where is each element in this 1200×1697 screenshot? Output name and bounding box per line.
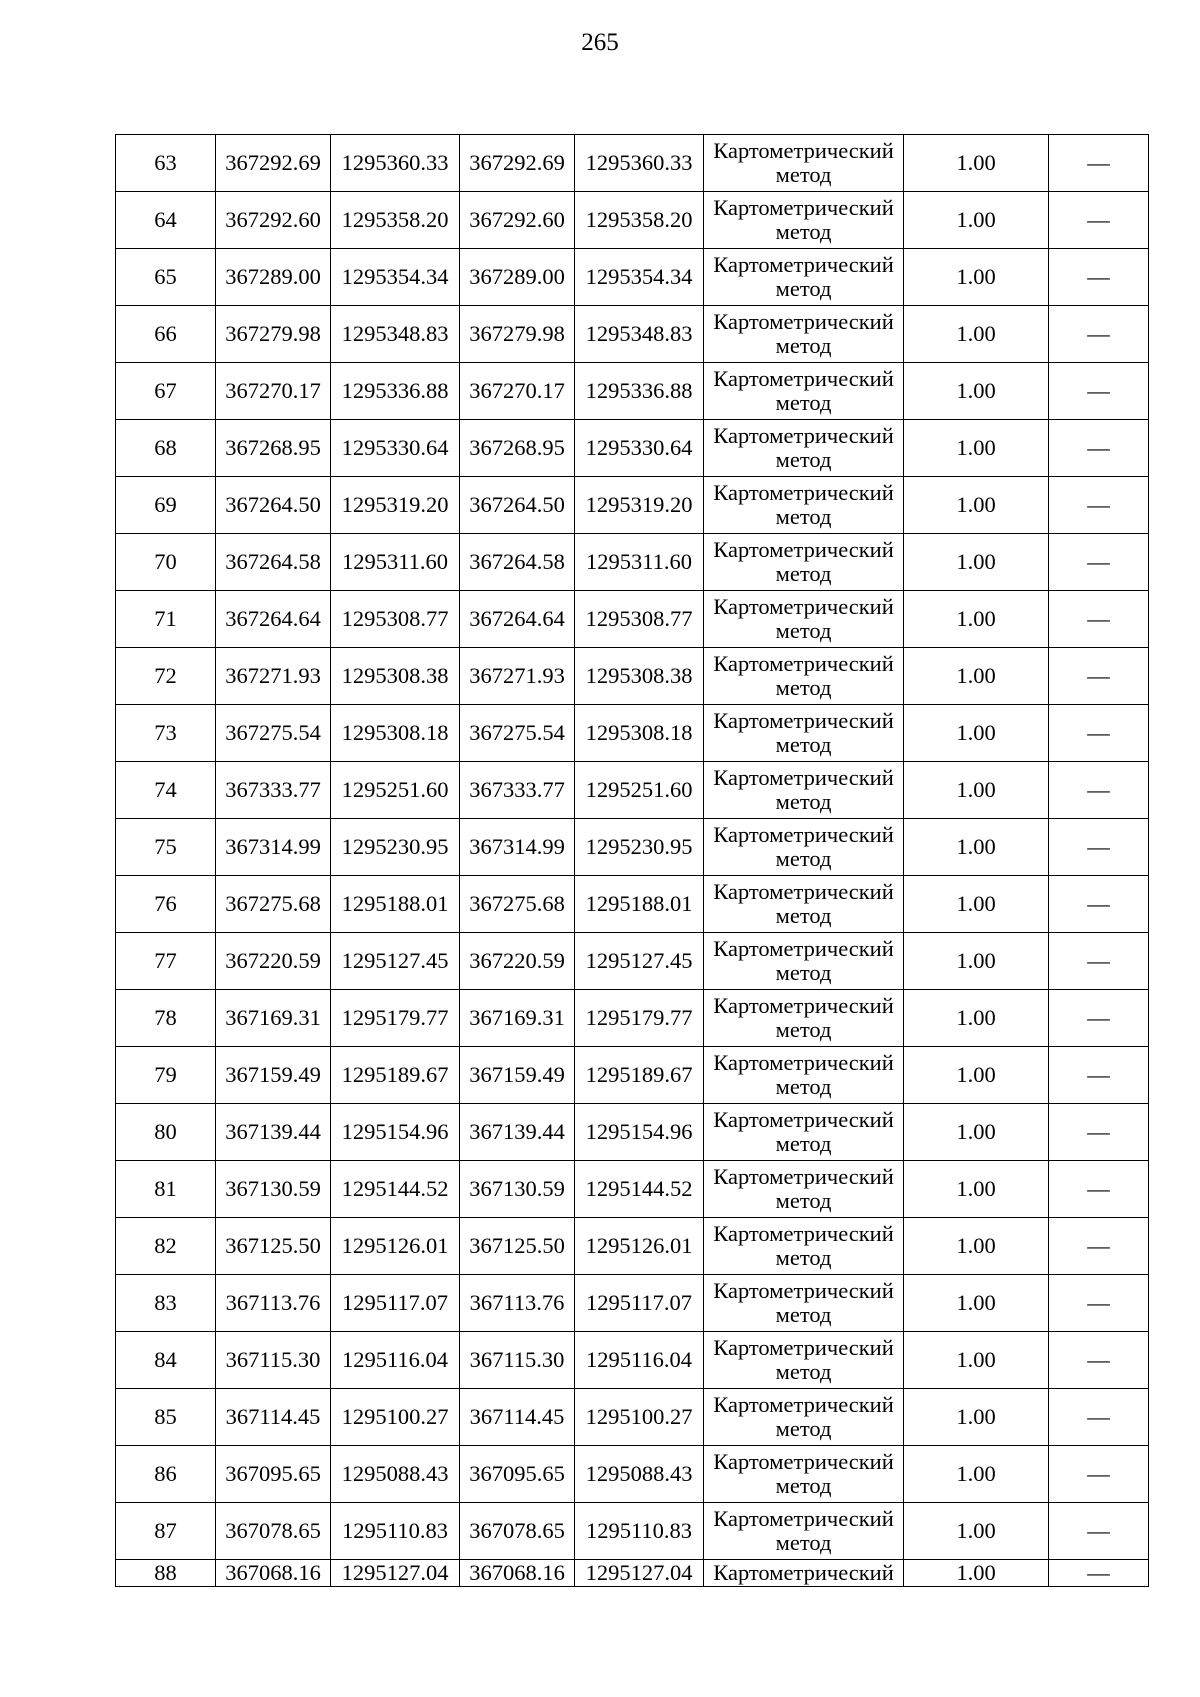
point-number-cell: 73 bbox=[116, 705, 216, 762]
method-line-2: метод bbox=[775, 846, 832, 871]
table-row bbox=[116, 990, 1149, 1047]
point-number-cell: 70 bbox=[116, 534, 216, 591]
y-new-cell: 1295127.45 bbox=[575, 933, 704, 990]
x-new-cell: 367292.60 bbox=[460, 192, 575, 249]
accuracy-cell: 1.00 bbox=[904, 1047, 1049, 1104]
method-cell bbox=[704, 534, 904, 591]
x-existing-cell: 367289.00 bbox=[216, 249, 331, 306]
x-existing-cell: 367268.95 bbox=[216, 420, 331, 477]
y-existing-cell: 1295251.60 bbox=[331, 762, 460, 819]
y-existing-cell: 1295311.60 bbox=[331, 534, 460, 591]
method-line-1: Картометрический bbox=[713, 1506, 894, 1531]
method-line-2: метод bbox=[775, 732, 832, 757]
y-new-cell: 1295251.60 bbox=[575, 762, 704, 819]
accuracy-cell: 1.00 bbox=[904, 1503, 1049, 1560]
point-number-cell: 75 bbox=[116, 819, 216, 876]
method-cell bbox=[704, 477, 904, 534]
table-row bbox=[116, 306, 1149, 363]
point-number-cell: 68 bbox=[116, 420, 216, 477]
y-existing-cell: 1295088.43 bbox=[331, 1446, 460, 1503]
y-new-cell: 1295311.60 bbox=[575, 534, 704, 591]
table-row bbox=[116, 534, 1149, 591]
method-cell bbox=[704, 1218, 904, 1275]
y-new-cell: 1295189.67 bbox=[575, 1047, 704, 1104]
method-line-1: Картометрический bbox=[713, 423, 894, 448]
x-new-cell: 367169.31 bbox=[460, 990, 575, 1047]
y-new-cell: 1295360.33 bbox=[575, 135, 704, 192]
table-row bbox=[116, 876, 1149, 933]
table-row bbox=[116, 1047, 1149, 1104]
accuracy-cell: 1.00 bbox=[904, 363, 1049, 420]
point-number-cell: 86 bbox=[116, 1446, 216, 1503]
point-number-cell: 69 bbox=[116, 477, 216, 534]
method-line-1: Картометрический bbox=[713, 708, 894, 733]
x-existing-cell: 367279.98 bbox=[216, 306, 331, 363]
table-row bbox=[116, 762, 1149, 819]
accuracy-cell: 1.00 bbox=[904, 477, 1049, 534]
method-cell bbox=[704, 192, 904, 249]
method-line-2: метод bbox=[775, 618, 832, 643]
y-existing-cell: 1295354.34 bbox=[331, 249, 460, 306]
y-existing-cell: 1295308.77 bbox=[331, 591, 460, 648]
point-number-cell: 82 bbox=[116, 1218, 216, 1275]
x-existing-cell: 367113.76 bbox=[216, 1275, 331, 1332]
note-cell: — bbox=[1049, 249, 1149, 306]
accuracy-cell: 1.00 bbox=[904, 534, 1049, 591]
accuracy-cell: 1.00 bbox=[904, 933, 1049, 990]
x-existing-cell: 367333.77 bbox=[216, 762, 331, 819]
y-new-cell: 1295348.83 bbox=[575, 306, 704, 363]
x-new-cell: 367095.65 bbox=[460, 1446, 575, 1503]
y-new-cell: 1295354.34 bbox=[575, 249, 704, 306]
accuracy-cell: 1.00 bbox=[904, 1332, 1049, 1389]
y-new-cell: 1295100.27 bbox=[575, 1389, 704, 1446]
method-line-2: метод bbox=[775, 1530, 832, 1555]
y-existing-cell: 1295358.20 bbox=[331, 192, 460, 249]
table-row bbox=[116, 135, 1149, 192]
method-line-2: метод bbox=[775, 1359, 832, 1384]
y-new-cell: 1295330.64 bbox=[575, 420, 704, 477]
note-cell: — bbox=[1049, 933, 1149, 990]
method-line-1: Картометрический bbox=[713, 1107, 894, 1132]
method-line-2: метод bbox=[775, 162, 832, 187]
method-line-1: Картометрический bbox=[713, 1221, 894, 1246]
method-line-1: Картометрический bbox=[713, 138, 894, 163]
y-existing-cell: 1295126.01 bbox=[331, 1218, 460, 1275]
y-existing-cell: 1295127.04 bbox=[331, 1560, 460, 1587]
method-line-2: метод bbox=[775, 675, 832, 700]
x-existing-cell: 367130.59 bbox=[216, 1161, 331, 1218]
table-row bbox=[116, 1218, 1149, 1275]
method-line-1: Картометрический bbox=[713, 822, 894, 847]
point-number-cell: 76 bbox=[116, 876, 216, 933]
accuracy-cell: 1.00 bbox=[904, 249, 1049, 306]
y-new-cell: 1295127.04 bbox=[575, 1560, 704, 1587]
point-number-cell: 80 bbox=[116, 1104, 216, 1161]
x-existing-cell: 367271.93 bbox=[216, 648, 331, 705]
x-new-cell: 367220.59 bbox=[460, 933, 575, 990]
method-line-2: метод bbox=[775, 1245, 832, 1270]
method-line-2: метод bbox=[775, 561, 832, 586]
method-line-1: Картометрический bbox=[713, 651, 894, 676]
method-line-2: метод bbox=[775, 1188, 832, 1213]
method-cell bbox=[704, 135, 904, 192]
method-line-1: Картометрический bbox=[713, 879, 894, 904]
accuracy-cell: 1.00 bbox=[904, 591, 1049, 648]
accuracy-cell: 1.00 bbox=[904, 192, 1049, 249]
method-cell bbox=[704, 1503, 904, 1560]
x-existing-cell: 367078.65 bbox=[216, 1503, 331, 1560]
x-new-cell: 367314.99 bbox=[460, 819, 575, 876]
accuracy-cell: 1.00 bbox=[904, 876, 1049, 933]
x-new-cell: 367114.45 bbox=[460, 1389, 575, 1446]
x-new-cell: 367271.93 bbox=[460, 648, 575, 705]
table-row bbox=[116, 1161, 1149, 1218]
method-line-1: Картометрический bbox=[713, 366, 894, 391]
y-existing-cell: 1295330.64 bbox=[331, 420, 460, 477]
accuracy-cell: 1.00 bbox=[904, 762, 1049, 819]
y-new-cell: 1295117.07 bbox=[575, 1275, 704, 1332]
method-cell bbox=[704, 1047, 904, 1104]
y-new-cell: 1295358.20 bbox=[575, 192, 704, 249]
point-number-cell: 66 bbox=[116, 306, 216, 363]
note-cell: — bbox=[1049, 135, 1149, 192]
note-cell: — bbox=[1049, 1275, 1149, 1332]
note-cell: — bbox=[1049, 1446, 1149, 1503]
note-cell: — bbox=[1049, 1218, 1149, 1275]
page-number: 265 bbox=[581, 29, 619, 56]
x-existing-cell: 367292.69 bbox=[216, 135, 331, 192]
x-existing-cell: 367264.64 bbox=[216, 591, 331, 648]
x-existing-cell: 367169.31 bbox=[216, 990, 331, 1047]
accuracy-cell: 1.00 bbox=[904, 420, 1049, 477]
method-line-1: Картометрический bbox=[713, 1560, 894, 1585]
note-cell: — bbox=[1049, 1389, 1149, 1446]
table-row bbox=[116, 1560, 1149, 1587]
x-new-cell: 367264.58 bbox=[460, 534, 575, 591]
note-cell: — bbox=[1049, 819, 1149, 876]
y-existing-cell: 1295117.07 bbox=[331, 1275, 460, 1332]
method-line-2: метод bbox=[775, 504, 832, 529]
y-existing-cell: 1295348.83 bbox=[331, 306, 460, 363]
table-row bbox=[116, 591, 1149, 648]
point-number-cell: 74 bbox=[116, 762, 216, 819]
method-line-1: Картометрический bbox=[713, 1335, 894, 1360]
method-line-1: Картометрический bbox=[713, 1050, 894, 1075]
x-existing-cell: 367114.45 bbox=[216, 1389, 331, 1446]
accuracy-cell: 1.00 bbox=[904, 1560, 1049, 1587]
x-existing-cell: 367095.65 bbox=[216, 1446, 331, 1503]
table-row bbox=[116, 1332, 1149, 1389]
x-existing-cell: 367125.50 bbox=[216, 1218, 331, 1275]
point-number-cell: 87 bbox=[116, 1503, 216, 1560]
note-cell: — bbox=[1049, 990, 1149, 1047]
method-cell bbox=[704, 1161, 904, 1218]
y-new-cell: 1295188.01 bbox=[575, 876, 704, 933]
x-existing-cell: 367115.30 bbox=[216, 1332, 331, 1389]
note-cell: — bbox=[1049, 363, 1149, 420]
method-line-2: метод bbox=[775, 960, 832, 985]
method-line-1: Картометрический bbox=[713, 195, 894, 220]
method-line-2: метод bbox=[775, 1416, 832, 1441]
method-line-1: Картометрический bbox=[713, 1449, 894, 1474]
accuracy-cell: 1.00 bbox=[904, 648, 1049, 705]
x-existing-cell: 367264.58 bbox=[216, 534, 331, 591]
method-line-2: метод bbox=[775, 1074, 832, 1099]
note-cell: — bbox=[1049, 591, 1149, 648]
note-cell: — bbox=[1049, 1332, 1149, 1389]
accuracy-cell: 1.00 bbox=[904, 819, 1049, 876]
method-line-1: Картометрический bbox=[713, 252, 894, 277]
table-row bbox=[116, 705, 1149, 762]
note-cell: — bbox=[1049, 1560, 1149, 1587]
x-existing-cell: 367159.49 bbox=[216, 1047, 331, 1104]
accuracy-cell: 1.00 bbox=[904, 1218, 1049, 1275]
note-cell: — bbox=[1049, 1161, 1149, 1218]
y-existing-cell: 1295308.38 bbox=[331, 648, 460, 705]
method-cell bbox=[704, 990, 904, 1047]
y-new-cell: 1295308.38 bbox=[575, 648, 704, 705]
table-row bbox=[116, 933, 1149, 990]
table-body bbox=[116, 135, 1149, 1587]
x-new-cell: 367125.50 bbox=[460, 1218, 575, 1275]
y-new-cell: 1295319.20 bbox=[575, 477, 704, 534]
y-existing-cell: 1295179.77 bbox=[331, 990, 460, 1047]
point-number-cell: 63 bbox=[116, 135, 216, 192]
x-new-cell: 367078.65 bbox=[460, 1503, 575, 1560]
y-existing-cell: 1295319.20 bbox=[331, 477, 460, 534]
accuracy-cell: 1.00 bbox=[904, 1446, 1049, 1503]
method-cell bbox=[704, 591, 904, 648]
note-cell: — bbox=[1049, 705, 1149, 762]
y-existing-cell: 1295336.88 bbox=[331, 363, 460, 420]
table-row bbox=[116, 1275, 1149, 1332]
table-row bbox=[116, 363, 1149, 420]
y-existing-cell: 1295189.67 bbox=[331, 1047, 460, 1104]
y-new-cell: 1295144.52 bbox=[575, 1161, 704, 1218]
y-new-cell: 1295116.04 bbox=[575, 1332, 704, 1389]
x-new-cell: 367130.59 bbox=[460, 1161, 575, 1218]
method-line-1: Картометрический bbox=[713, 309, 894, 334]
y-new-cell: 1295308.77 bbox=[575, 591, 704, 648]
point-number-cell: 85 bbox=[116, 1389, 216, 1446]
x-new-cell: 367115.30 bbox=[460, 1332, 575, 1389]
point-number-cell: 88 bbox=[116, 1560, 216, 1587]
y-new-cell: 1295230.95 bbox=[575, 819, 704, 876]
method-cell bbox=[704, 1446, 904, 1503]
point-number-cell: 78 bbox=[116, 990, 216, 1047]
y-existing-cell: 1295110.83 bbox=[331, 1503, 460, 1560]
method-cell bbox=[704, 705, 904, 762]
x-new-cell: 367264.64 bbox=[460, 591, 575, 648]
point-number-cell: 72 bbox=[116, 648, 216, 705]
method-line-1: Картометрический bbox=[713, 537, 894, 562]
table-row bbox=[116, 1446, 1149, 1503]
accuracy-cell: 1.00 bbox=[904, 1275, 1049, 1332]
x-new-cell: 367289.00 bbox=[460, 249, 575, 306]
point-number-cell: 77 bbox=[116, 933, 216, 990]
note-cell: — bbox=[1049, 192, 1149, 249]
y-new-cell: 1295308.18 bbox=[575, 705, 704, 762]
y-existing-cell: 1295308.18 bbox=[331, 705, 460, 762]
method-line-1: Картометрический bbox=[713, 993, 894, 1018]
point-number-cell: 79 bbox=[116, 1047, 216, 1104]
x-existing-cell: 367264.50 bbox=[216, 477, 331, 534]
note-cell: — bbox=[1049, 420, 1149, 477]
x-new-cell: 367264.50 bbox=[460, 477, 575, 534]
method-cell bbox=[704, 306, 904, 363]
method-line-2: метод bbox=[775, 390, 832, 415]
y-new-cell: 1295088.43 bbox=[575, 1446, 704, 1503]
method-cell bbox=[704, 420, 904, 477]
method-line-1: Картометрический bbox=[713, 594, 894, 619]
coordinates-table bbox=[115, 134, 1149, 1587]
accuracy-cell: 1.00 bbox=[904, 135, 1049, 192]
x-existing-cell: 367314.99 bbox=[216, 819, 331, 876]
y-new-cell: 1295179.77 bbox=[575, 990, 704, 1047]
x-new-cell: 367275.68 bbox=[460, 876, 575, 933]
note-cell: — bbox=[1049, 306, 1149, 363]
method-cell bbox=[704, 1389, 904, 1446]
accuracy-cell: 1.00 bbox=[904, 1161, 1049, 1218]
x-new-cell: 367068.16 bbox=[460, 1560, 575, 1587]
method-line-1: Картометрический bbox=[713, 765, 894, 790]
method-cell bbox=[704, 1560, 904, 1587]
method-cell bbox=[704, 1275, 904, 1332]
method-cell bbox=[704, 363, 904, 420]
method-line-2: метод bbox=[775, 903, 832, 928]
x-new-cell: 367333.77 bbox=[460, 762, 575, 819]
x-existing-cell: 367220.59 bbox=[216, 933, 331, 990]
method-line-2: метод bbox=[775, 219, 832, 244]
note-cell: — bbox=[1049, 1104, 1149, 1161]
method-cell bbox=[704, 1332, 904, 1389]
accuracy-cell: 1.00 bbox=[904, 705, 1049, 762]
y-existing-cell: 1295188.01 bbox=[331, 876, 460, 933]
accuracy-cell: 1.00 bbox=[904, 1389, 1049, 1446]
table-row bbox=[116, 1104, 1149, 1161]
point-number-cell: 67 bbox=[116, 363, 216, 420]
method-cell bbox=[704, 1104, 904, 1161]
note-cell: — bbox=[1049, 1503, 1149, 1560]
method-cell bbox=[704, 819, 904, 876]
point-number-cell: 81 bbox=[116, 1161, 216, 1218]
method-cell bbox=[704, 933, 904, 990]
accuracy-cell: 1.00 bbox=[904, 306, 1049, 363]
x-new-cell: 367159.49 bbox=[460, 1047, 575, 1104]
y-existing-cell: 1295230.95 bbox=[331, 819, 460, 876]
method-line-1: Картометрический bbox=[713, 1164, 894, 1189]
y-new-cell: 1295126.01 bbox=[575, 1218, 704, 1275]
table-row bbox=[116, 819, 1149, 876]
method-line-1: Картометрический bbox=[713, 1392, 894, 1417]
table-row bbox=[116, 648, 1149, 705]
x-new-cell: 367268.95 bbox=[460, 420, 575, 477]
method-line-2: метод bbox=[775, 1131, 832, 1156]
note-cell: — bbox=[1049, 1047, 1149, 1104]
note-cell: — bbox=[1049, 477, 1149, 534]
y-existing-cell: 1295154.96 bbox=[331, 1104, 460, 1161]
note-cell: — bbox=[1049, 762, 1149, 819]
x-existing-cell: 367139.44 bbox=[216, 1104, 331, 1161]
x-new-cell: 367292.69 bbox=[460, 135, 575, 192]
y-new-cell: 1295110.83 bbox=[575, 1503, 704, 1560]
accuracy-cell: 1.00 bbox=[904, 990, 1049, 1047]
point-number-cell: 83 bbox=[116, 1275, 216, 1332]
method-line-1: Картометрический bbox=[713, 480, 894, 505]
method-cell bbox=[704, 876, 904, 933]
method-cell bbox=[704, 648, 904, 705]
y-new-cell: 1295336.88 bbox=[575, 363, 704, 420]
point-number-cell: 71 bbox=[116, 591, 216, 648]
method-line-2: метод bbox=[775, 789, 832, 814]
method-line-2: метод bbox=[775, 1302, 832, 1327]
table-row bbox=[116, 477, 1149, 534]
x-existing-cell: 367275.54 bbox=[216, 705, 331, 762]
method-line-2: метод bbox=[775, 1473, 832, 1498]
method-cell bbox=[704, 249, 904, 306]
point-number-cell: 84 bbox=[116, 1332, 216, 1389]
y-new-cell: 1295154.96 bbox=[575, 1104, 704, 1161]
point-number-cell: 64 bbox=[116, 192, 216, 249]
y-existing-cell: 1295116.04 bbox=[331, 1332, 460, 1389]
table-row bbox=[116, 1503, 1149, 1560]
note-cell: — bbox=[1049, 534, 1149, 591]
x-existing-cell: 367292.60 bbox=[216, 192, 331, 249]
x-existing-cell: 367270.17 bbox=[216, 363, 331, 420]
x-new-cell: 367113.76 bbox=[460, 1275, 575, 1332]
method-cell bbox=[704, 762, 904, 819]
method-line-2: метод bbox=[775, 333, 832, 358]
point-number-cell: 65 bbox=[116, 249, 216, 306]
method-line-1: Картометрический bbox=[713, 1278, 894, 1303]
table-row bbox=[116, 249, 1149, 306]
x-new-cell: 367275.54 bbox=[460, 705, 575, 762]
x-existing-cell: 367275.68 bbox=[216, 876, 331, 933]
note-cell: — bbox=[1049, 876, 1149, 933]
accuracy-cell: 1.00 bbox=[904, 1104, 1049, 1161]
y-existing-cell: 1295360.33 bbox=[331, 135, 460, 192]
x-new-cell: 367139.44 bbox=[460, 1104, 575, 1161]
note-cell: — bbox=[1049, 648, 1149, 705]
x-existing-cell: 367068.16 bbox=[216, 1560, 331, 1587]
method-line-2: метод bbox=[775, 447, 832, 472]
y-existing-cell: 1295127.45 bbox=[331, 933, 460, 990]
table-row bbox=[116, 420, 1149, 477]
table-row bbox=[116, 1389, 1149, 1446]
method-line-1: Картометрический bbox=[713, 936, 894, 961]
y-existing-cell: 1295144.52 bbox=[331, 1161, 460, 1218]
x-new-cell: 367270.17 bbox=[460, 363, 575, 420]
table-row bbox=[116, 192, 1149, 249]
y-existing-cell: 1295100.27 bbox=[331, 1389, 460, 1446]
method-line-2: метод bbox=[775, 1017, 832, 1042]
x-new-cell: 367279.98 bbox=[460, 306, 575, 363]
method-line-2: метод bbox=[775, 276, 832, 301]
